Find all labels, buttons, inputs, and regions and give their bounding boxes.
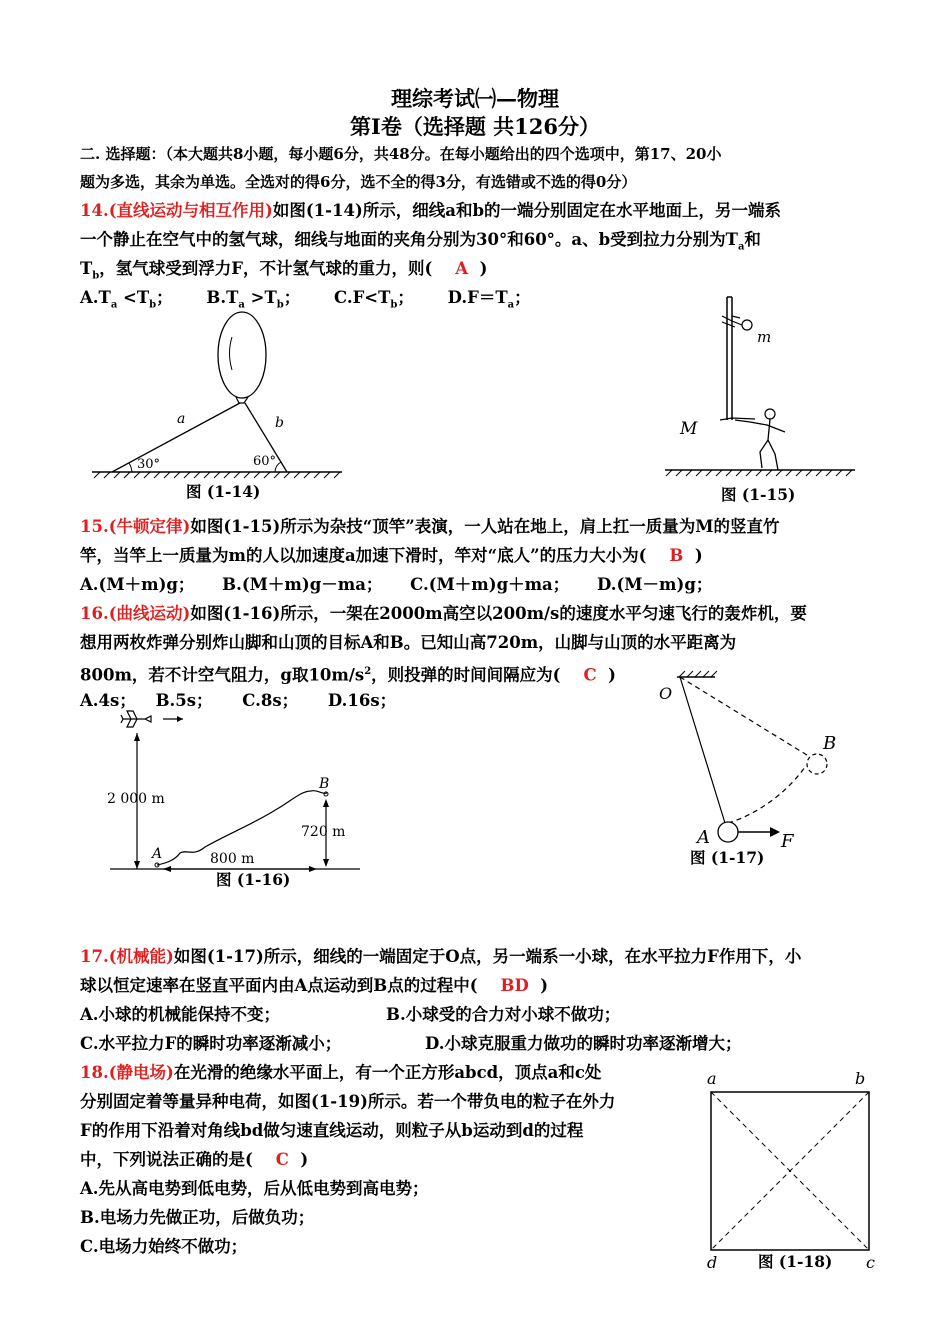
q17-option-d[interactable]: D.小球克服重力做功的瞬时功率逐渐增大； <box>425 1034 742 1053</box>
caption-fig-1-18: 图 (1-18) <box>758 1252 833 1271</box>
q16-text3: 800m，若不计空气阻力，g取10m/s <box>80 665 365 685</box>
balloon <box>218 312 266 398</box>
label-angle-60: 60° <box>253 454 277 469</box>
q14-text1: 如图(1-14)所示，细线a和b的一端分别固定在水平地面上，另一端系 <box>272 201 781 220</box>
ground-hatching <box>94 472 340 478</box>
q14-sub-a: a <box>737 241 745 253</box>
q14-number: 14. <box>80 201 109 220</box>
q15-option-a[interactable]: A.(M＋m)g； <box>80 575 195 594</box>
q17-option-c[interactable]: C.水平拉力F的瞬时功率逐渐减小； <box>80 1034 342 1053</box>
label-c: c <box>866 1253 875 1272</box>
q17-option-b[interactable]: B.小球受的合力对小球不做功； <box>386 1005 621 1024</box>
label-F: F <box>781 831 794 852</box>
q14-option-d[interactable]: $D.F=T_a$； <box>447 288 531 311</box>
q14-text2: 一个静止在空气中的氢气球，细线与地面的夹角分别为30°和60°。a、b受到拉力分别为T <box>80 230 738 249</box>
string-a <box>112 403 240 472</box>
label-A-17: A <box>697 827 710 848</box>
q14-option-a[interactable]: $A.T_a <T_b$； <box>80 288 173 311</box>
label-O: O <box>659 684 673 703</box>
q18-line3: F的作用下沿着对角线bd做匀速直线运动，则粒子从b运动到d的过程 <box>80 1121 584 1140</box>
label-d: d <box>707 1253 718 1272</box>
q15-number: 15. <box>80 517 109 536</box>
q15-line2 <box>80 545 703 567</box>
q15-text1: 如图(1-15)所示为杂技“顶竿”表演，一人站在地上，肩上扛一质量为M的竖直竹 <box>190 517 780 536</box>
q16-line3 <box>80 661 616 687</box>
figure-1-14 <box>92 305 352 480</box>
q14-sub-b: b <box>92 270 100 282</box>
q17-tag: (机械能) <box>108 947 174 966</box>
q17-line2 <box>80 975 548 997</box>
q17-line1 <box>80 946 801 968</box>
q17-text1: 如图(1-17)所示，细线的一端固定于O点，另一端系一小球，在水平拉力F作用下，小 <box>173 947 802 966</box>
q17-option-a[interactable]: A.小球的机械能保持不变； <box>80 1005 281 1024</box>
q17-text2: 球以恒定速率在竖直平面内由A点运动到B点的过程中( <box>80 976 501 995</box>
q14-text3b: ，氢气球受到浮力F，不计氢气球的重力，则( <box>99 259 456 278</box>
label-800m: 800 m <box>210 851 255 867</box>
label-B: B <box>319 776 330 792</box>
q15-answer: B <box>669 546 684 565</box>
q18-option-b[interactable]: B.电场力先做正功，后做负功； <box>80 1208 315 1227</box>
ceiling-hatching <box>679 671 717 677</box>
target-B <box>324 792 328 796</box>
label-string-a: a <box>177 411 186 427</box>
q16-number: 16. <box>80 604 109 623</box>
q14-option-c[interactable]: $C.F<T_b$； <box>333 288 414 311</box>
figure-1-15 <box>660 292 860 482</box>
ball-B-dashed <box>807 754 827 774</box>
q16-line1 <box>80 603 807 625</box>
q16-option-d[interactable]: D.16s； <box>327 691 397 710</box>
q14-close: ) <box>468 259 488 278</box>
q14-line1 <box>80 200 781 222</box>
ground-15-hatching <box>666 470 852 476</box>
label-string-b: b <box>275 415 284 431</box>
caption-fig-1-14: 图 (1-14) <box>186 482 261 501</box>
q15-tag: (牛顿定律) <box>108 517 191 536</box>
q18-line2: 分别固定着等量异种电荷，如图(1-19)所示。若一个带负电的粒子在外力 <box>80 1092 616 1111</box>
angle-arc-a <box>129 463 132 472</box>
figure-1-18 <box>700 1068 890 1273</box>
q15-options <box>80 574 712 596</box>
q15-option-c[interactable]: C.(M＋m)g＋ma； <box>410 575 570 594</box>
page-title: 理综考试㈠—物理 <box>391 86 559 111</box>
figure-1-16 <box>105 705 365 870</box>
caption-fig-1-16: 图 (1-16) <box>216 870 291 889</box>
q18-answer: C <box>275 1150 289 1169</box>
q16-tag: (曲线运动) <box>108 604 191 623</box>
ball-A <box>718 822 738 842</box>
q16-line2: 想用两枚炸弹分别炸山脚和山顶的目标A和B。已知山高720m，山脚与山顶的水平距离为 <box>80 633 737 652</box>
q18-text4: 中，下列说法正确的是( <box>80 1150 276 1169</box>
q18-text1: 在光滑的绝缘水平面上，有一个正方形abcd，顶点a和c处 <box>173 1063 602 1082</box>
q17-number: 17. <box>80 947 109 966</box>
section-intro-line2: 题为多选，其余为单选。全选对的得6分，选不全的得3分，有选错或不选的得0分） <box>80 173 637 191</box>
q14-line3 <box>80 258 487 287</box>
q18-option-a[interactable]: A.先从高电势到低电势，后从低电势到高电势； <box>80 1179 429 1198</box>
label-720m: 720 m <box>301 824 346 840</box>
q14-tag: (直线运动与相互作用) <box>108 201 273 220</box>
q18-tag: (静电场) <box>108 1063 174 1082</box>
q14-option-b[interactable]: $B.T_a >T_b$； <box>206 288 301 311</box>
caption-fig-1-15: 图 (1-15) <box>721 485 796 504</box>
q16-text3b: ，则投弹的时间间隔应为( <box>371 665 584 685</box>
q16-sup: 2 <box>364 666 372 677</box>
q18-line1 <box>80 1062 601 1084</box>
arc-path-dashed <box>728 767 805 823</box>
q15-line1 <box>80 516 780 538</box>
label-2000m: 2 000 m <box>107 791 165 807</box>
caption-fig-1-17: 图 (1-17) <box>690 848 765 867</box>
figure-1-17 <box>655 665 855 850</box>
label-m: m <box>757 328 772 346</box>
string-OB-dashed <box>680 677 815 760</box>
label-angle-30: 30° <box>137 457 161 472</box>
base-person-body <box>720 418 785 470</box>
q18-number: 18. <box>80 1063 109 1082</box>
q18-line4 <box>80 1149 308 1171</box>
q16-close: ) <box>596 665 616 685</box>
q18-close: ) <box>288 1150 309 1169</box>
q17-answer: BD <box>500 976 529 995</box>
q16-text1: 如图(1-16)所示，一架在2000m高空以200m/s的速度水平匀速飞行的轰炸机，要 <box>190 604 807 623</box>
q16-option-a[interactable]: A.4s； <box>80 691 136 710</box>
label-B-17: B <box>823 733 837 754</box>
q14-text2b: 和 <box>744 230 761 249</box>
q14-line2 <box>80 229 761 258</box>
q16-option-b[interactable]: B.5s； <box>155 691 213 710</box>
climber-head <box>742 320 752 330</box>
label-A: A <box>152 846 163 862</box>
base-person-head <box>765 409 775 419</box>
q18-option-c[interactable]: C.电场力始终不做功； <box>80 1237 248 1256</box>
string-OA <box>680 677 725 823</box>
section-intro-line1: 二. 选择题：（本大题共8小题，每小题6分，共48分。在每小题给出的四个选项中，第17、20小 <box>80 145 722 163</box>
label-M: M <box>680 419 698 439</box>
q14-answer: A <box>455 259 469 278</box>
q16-option-c[interactable]: C.8s； <box>242 691 299 710</box>
q17-close: ) <box>528 976 549 995</box>
force-arrowhead <box>770 827 780 837</box>
page-subtitle: 第Ⅰ卷（选择题 共126分） <box>350 114 600 139</box>
q15-option-b[interactable]: B.(M＋m)g－ma； <box>222 575 383 594</box>
label-b: b <box>855 1069 866 1088</box>
label-a: a <box>707 1069 717 1088</box>
q15-option-d[interactable]: D.(M－m)g； <box>597 575 713 594</box>
balloon-highlight <box>230 337 233 370</box>
q14-text3: T <box>80 259 93 278</box>
q16-answer: C <box>583 665 597 685</box>
airplane-icon <box>121 711 151 727</box>
q15-text2: 竿，当竿上一质量为m的人以加速度a加速下滑时，竿对“底人”的压力大小为( <box>80 546 670 565</box>
q15-close: ) <box>683 546 703 565</box>
